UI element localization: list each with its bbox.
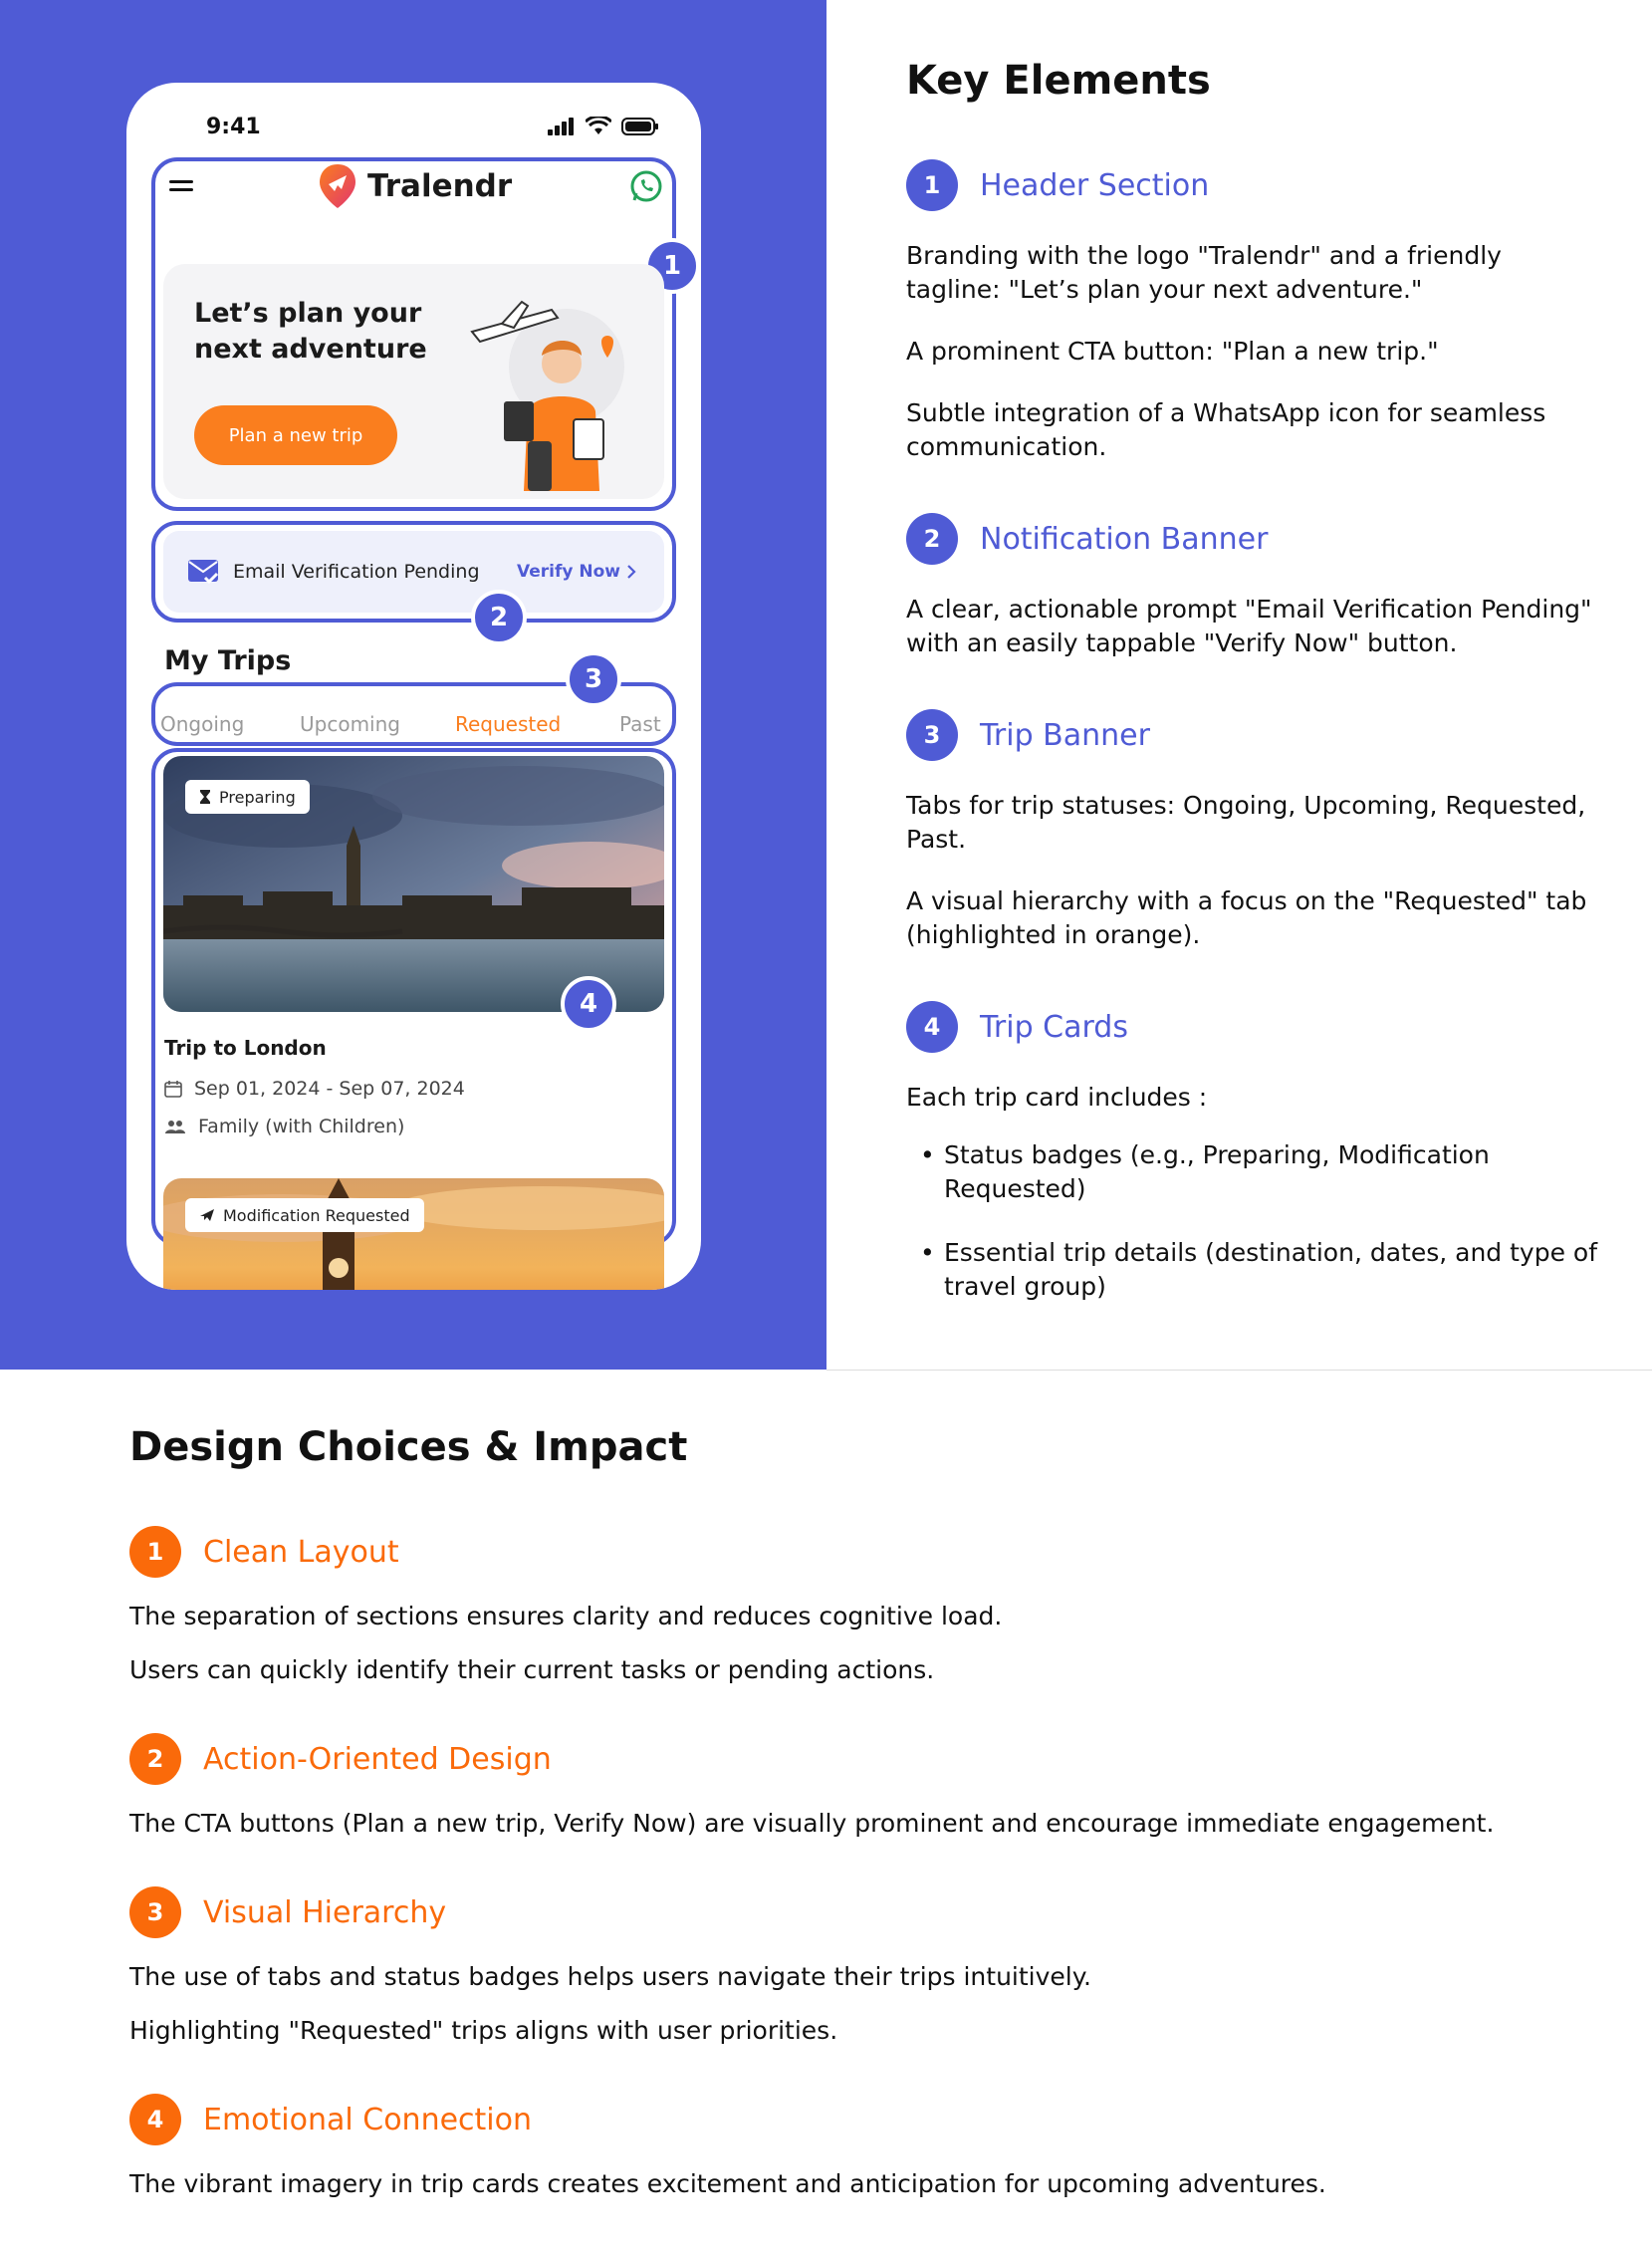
battery-icon: [621, 118, 659, 135]
design-choice-heading: Visual Hierarchy: [203, 1894, 447, 1930]
design-choice-text: The separation of sections ensures clarity and reduces cognitive load.: [129, 1602, 1003, 1630]
tab-requested[interactable]: Requested: [455, 712, 562, 736]
email-check-icon: [187, 559, 219, 585]
key-element-text: Subtle integration of a WhatsApp icon for seamless communication.: [906, 398, 1546, 461]
key-element-heading: Trip Cards: [980, 1009, 1128, 1045]
design-choice-heading: Emotional Connection: [203, 2102, 532, 2137]
traveler-illustration: [462, 292, 641, 491]
status-time: 9:41: [206, 115, 261, 139]
status-label: Preparing: [219, 787, 296, 807]
key-element-text: Branding with the logo "Tralendr" and a friendly tagline: "Let’s plan your next adventure.": [906, 241, 1502, 304]
key-element-text: Each trip card includes :: [906, 1083, 1208, 1112]
trip-group-text: Family (with Children): [198, 1116, 405, 1137]
notification-banner: [163, 531, 664, 613]
plane-pin-icon: [318, 162, 357, 210]
design-choice-text: The vibrant imagery in trip cards creates excitement and anticipation for upcoming adventures.: [129, 2169, 1326, 2198]
marker-2: 2: [471, 590, 527, 645]
big-ben-sunset-image: [163, 1178, 664, 1290]
key-element-text: A clear, actionable prompt "Email Verification Pending" with an easily tappable "Verify Now" button.: [906, 595, 1592, 657]
key-element-number: 4: [906, 1001, 958, 1053]
design-choice-text: Highlighting "Requested" trips aligns with user priorities.: [129, 2016, 838, 2045]
whatsapp-icon[interactable]: [629, 169, 663, 203]
status-icons: [548, 117, 659, 135]
verify-now-label: Verify Now: [517, 562, 620, 582]
status-badge-2: [185, 1198, 424, 1232]
design-choice-heading: Clean Layout: [203, 1534, 399, 1570]
tab-upcoming[interactable]: Upcoming: [300, 712, 400, 736]
status-badge: [185, 780, 310, 814]
showcase-panel: [0, 0, 826, 1370]
design-choice-number: 2: [129, 1733, 181, 1785]
design-choice-text: The CTA buttons (Plan a new trip, Verify Now) are visually prominent and encourage immediate engagement.: [129, 1809, 1495, 1838]
key-elements-title: Key Elements: [906, 58, 1211, 104]
trip-title: Trip to London: [164, 1036, 327, 1060]
tab-ongoing[interactable]: Ongoing: [160, 712, 245, 736]
brand-name: Tralendr: [367, 168, 513, 204]
hourglass-icon: [199, 789, 211, 805]
design-choice-clean-layout: [129, 1526, 1573, 1687]
calendar-icon: [164, 1080, 182, 1098]
trip-dates: [164, 1078, 465, 1100]
design-choice-number: 1: [129, 1526, 181, 1578]
my-trips-heading: My Trips: [164, 645, 292, 676]
key-element-notification: [906, 513, 1603, 660]
verify-now-link[interactable]: [517, 562, 636, 582]
notification-text: Email Verification Pending: [233, 561, 480, 583]
design-choice-action-oriented: [129, 1733, 1573, 1841]
feature-item: • Essential trip details (destination, dates, and type of travel group): [906, 1236, 1603, 1304]
key-element-text: A prominent CTA button: "Plan a new trip.": [906, 337, 1439, 366]
key-element-heading: Header Section: [980, 167, 1210, 203]
design-choice-text: Users can quickly identify their current tasks or pending actions.: [129, 1655, 935, 1684]
brand-logo[interactable]: [318, 162, 512, 210]
marker-1: 1: [644, 238, 700, 294]
design-choices-title: Design Choices & Impact: [129, 1424, 688, 1470]
design-choice-text: The use of tabs and status badges helps users navigate their trips intuitively.: [129, 1962, 1091, 1991]
key-element-number: 2: [906, 513, 958, 565]
wifi-icon: [586, 117, 611, 135]
trip-dates-text: Sep 01, 2024 - Sep 07, 2024: [194, 1078, 465, 1100]
design-choice-number: 4: [129, 2094, 181, 2145]
section-divider: [826, 1370, 1652, 1371]
key-element-text: A visual hierarchy with a focus on the "Requested" tab (highlighted in orange).: [906, 886, 1587, 949]
design-choice-visual-hierarchy: [129, 1886, 1573, 2048]
feature-item: • Status badges (e.g., Preparing, Modification Requested): [906, 1138, 1603, 1206]
menu-icon[interactable]: [169, 178, 193, 194]
key-element-number: 1: [906, 159, 958, 211]
key-element-trip-banner: [906, 709, 1603, 952]
key-element-number: 3: [906, 709, 958, 761]
status-label-2: Modification Requested: [223, 1205, 410, 1225]
trip-card-image[interactable]: [163, 756, 664, 1012]
trip-card-image-2[interactable]: [163, 1178, 664, 1290]
phone-mockup: [126, 83, 701, 1290]
hero-card: [163, 264, 664, 499]
group-icon: [164, 1119, 186, 1134]
tab-past[interactable]: Past: [619, 712, 661, 736]
trip-tabs: [152, 700, 674, 750]
key-element-text: Tabs for trip statuses: Ongoing, Upcoming, Requested, Past.: [906, 791, 1586, 854]
hero-title: Let’s plan your next adventure: [194, 298, 427, 365]
plane-icon: [199, 1207, 215, 1223]
plan-trip-button[interactable]: Plan a new trip: [194, 405, 397, 465]
design-choice-number: 3: [129, 1886, 181, 1938]
design-choice-emotional-connection: [129, 2094, 1573, 2201]
design-choice-heading: Action-Oriented Design: [203, 1741, 552, 1777]
trip-card-features: [906, 1138, 1603, 1304]
key-element-header: [906, 159, 1603, 464]
trip-group: [164, 1116, 404, 1137]
marker-3: 3: [566, 651, 621, 707]
key-element-trip-cards: [906, 1001, 1603, 1334]
key-element-heading: Trip Banner: [980, 717, 1150, 753]
marker-4: 4: [561, 976, 616, 1032]
signal-icon: [548, 118, 576, 135]
chevron-right-icon: [626, 564, 636, 580]
key-element-heading: Notification Banner: [980, 521, 1269, 557]
